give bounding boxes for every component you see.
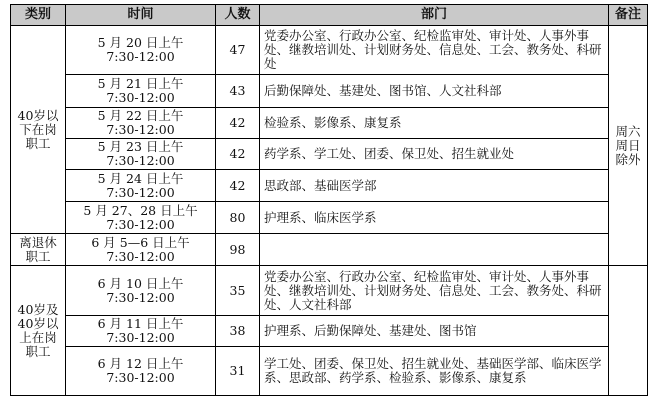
header-category: 类别 [11,5,66,26]
count-cell: 43 [216,75,260,108]
category-over40: 40岁及 40岁以 上在岗 职工 [11,266,66,396]
count-cell: 38 [216,316,260,347]
count-cell: 35 [216,266,260,316]
time-cell: 6 月 10 日上午 7:30-12:00 [66,266,216,316]
table-row [11,139,648,170]
count-cell: 98 [216,234,260,266]
table-row [11,108,648,139]
department-cell: 学工处、团委、保卫处、招生就业处、基础医学部、临床医学系、思政部、药学系、检验系、影像系、康复系 [260,347,609,396]
header-time: 时间 [66,5,216,26]
note-weekend-excluded: 周六 周日 除外 [609,26,648,266]
time-cell: 6 月 11 日上午 7:30-12:00 [66,316,216,347]
table-row [11,266,648,316]
time-cell: 6 月 5—6 日上午 7:30-12:00 [66,234,216,266]
table-row [11,234,648,266]
time-cell: 5 月 23 日上午 7:30-12:00 [66,139,216,170]
physical-exam-schedule-table [10,4,648,396]
table-row [11,316,648,347]
count-cell: 42 [216,108,260,139]
time-cell: 6 月 12 日上午 7:30-12:00 [66,347,216,396]
time-cell: 5 月 20 日上午 7:30-12:00 [66,26,216,75]
time-cell: 5 月 22 日上午 7:30-12:00 [66,108,216,139]
time-cell: 5 月 27、28 日上午 7:30-12:00 [66,202,216,234]
time-cell: 5 月 21 日上午 7:30-12:00 [66,75,216,108]
table-row [11,347,648,396]
department-cell [260,234,609,266]
note-empty [609,266,648,396]
table-row [11,26,648,75]
department-cell: 党委办公室、行政办公室、纪检监审处、审计处、人事外事处、继教培训处、计划财务处、信息处、工会、教务处、科研处 [260,26,609,75]
count-cell: 42 [216,170,260,202]
header-count: 人数 [216,5,260,26]
department-cell: 思政部、基础医学部 [260,170,609,202]
count-cell: 42 [216,139,260,170]
department-cell: 护理系、后勤保障处、基建处、图书馆 [260,316,609,347]
department-cell: 检验系、影像系、康复系 [260,108,609,139]
count-cell: 31 [216,347,260,396]
table-row [11,75,648,108]
table-row [11,202,648,234]
header-row [11,5,648,26]
category-under40: 40岁以 下在岗 职工 [11,26,66,234]
header-department: 部门 [260,5,609,26]
count-cell: 80 [216,202,260,234]
category-retired: 离退休 职工 [11,234,66,266]
department-cell: 后勤保障处、基建处、图书馆、人文社科部 [260,75,609,108]
table-row [11,170,648,202]
department-cell: 药学系、学工处、团委、保卫处、招生就业处 [260,139,609,170]
header-note: 备注 [609,5,648,26]
department-cell: 党委办公室、行政办公室、纪检监审处、审计处、人事外事处、继教培训处、计划财务处、信息处、工会、教务处、科研处、人文社科部 [260,266,609,316]
count-cell: 47 [216,26,260,75]
department-cell: 护理系、临床医学系 [260,202,609,234]
time-cell: 5 月 24 日上午 7:30-12:00 [66,170,216,202]
